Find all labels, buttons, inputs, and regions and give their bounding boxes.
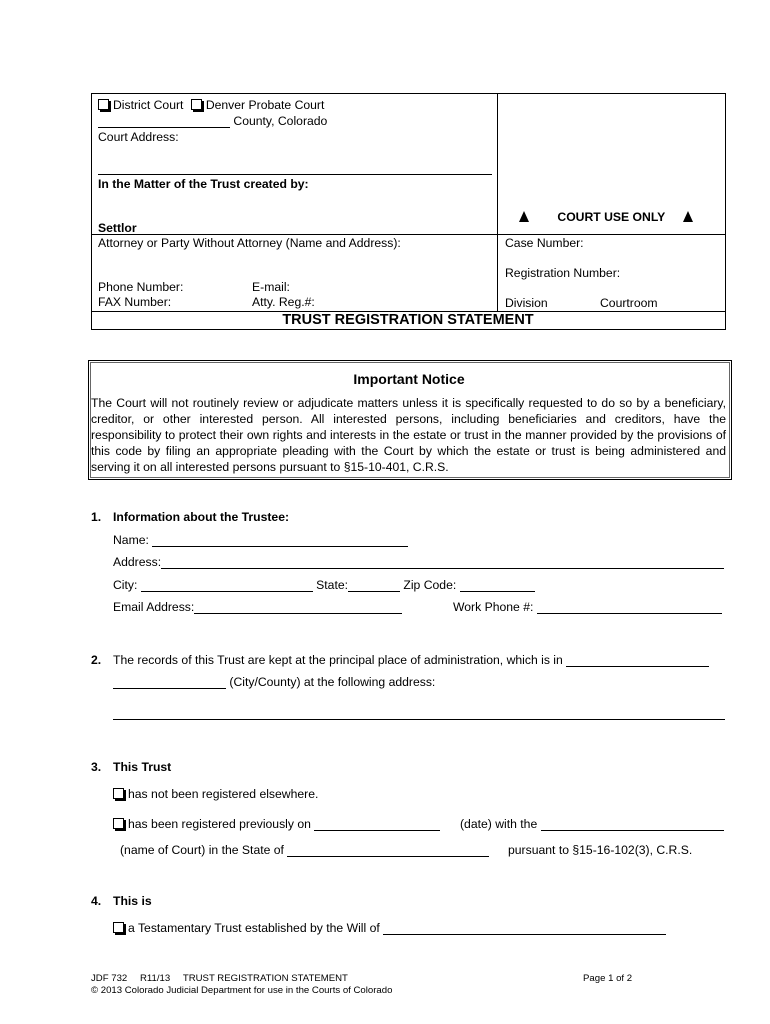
trustee-name-label: Name: bbox=[113, 533, 149, 547]
footer-form-info bbox=[91, 973, 348, 984]
atty-reg-label: Atty. Reg.#: bbox=[252, 295, 315, 309]
trustee-zip-field[interactable] bbox=[460, 579, 535, 592]
principal-place-field[interactable] bbox=[566, 654, 709, 667]
court-use-only-label: COURT USE ONLY bbox=[557, 210, 666, 224]
caption-divider bbox=[497, 93, 498, 311]
footer-copyright: © 2013 Colorado Judicial Department for use in the Courts of Colorado bbox=[91, 985, 393, 996]
county-line bbox=[98, 114, 327, 128]
city-county-field[interactable] bbox=[113, 676, 226, 689]
trustee-email-label: Email Address: bbox=[113, 600, 195, 614]
footer-form-id: JDF 732 bbox=[91, 973, 128, 984]
denver-probate-court-checkbox[interactable] bbox=[191, 99, 202, 110]
notice-heading: Important Notice bbox=[353, 371, 465, 387]
email-label: E-mail: bbox=[252, 280, 290, 294]
registration-number-label: Registration Number: bbox=[505, 266, 621, 280]
district-court-checkbox[interactable] bbox=[98, 99, 109, 110]
registered-label: has been registered previously on bbox=[128, 817, 311, 831]
section2-number: 2. bbox=[91, 653, 102, 667]
trustee-city-field[interactable] bbox=[141, 579, 313, 592]
division-label: Division bbox=[505, 296, 548, 310]
not-registered-row bbox=[113, 787, 318, 801]
trustee-work-phone-row bbox=[453, 600, 722, 614]
trustee-name-row bbox=[113, 533, 408, 547]
not-registered-label: has not been registered elsewhere. bbox=[128, 787, 319, 801]
section3-number: 3. bbox=[91, 760, 102, 774]
trustee-work-phone-field[interactable] bbox=[537, 601, 722, 614]
court-use-only-row bbox=[519, 210, 693, 224]
trustee-city-row bbox=[113, 578, 535, 592]
section1-heading: Information about the Trustee: bbox=[113, 510, 290, 524]
trustee-address-row bbox=[113, 555, 724, 569]
county-suffix: County, Colorado bbox=[233, 114, 328, 128]
notice-body: The Court will not routinely review or adjudicate matters unless it is specifically requested to do so by a beneficiary, creditor, or other interested person. All interested persons, including beneficiaries and creditors, have the responsibility to protect their own rights and interests in the estate or trust in the manner provided by the provisions of this code by filing an appropriate pleading with the Court by which the estate or trust is being administered and serving it on all interested persons pursuant to §15-10-401, C.R.S. bbox=[91, 396, 726, 474]
testamentary-row bbox=[113, 921, 666, 935]
city-county-text: (City/County) at the following address: bbox=[229, 675, 436, 689]
court-address-label: Court Address: bbox=[98, 130, 179, 144]
trustee-email-field[interactable] bbox=[194, 601, 402, 614]
footer-revision: R11/13 bbox=[139, 973, 171, 984]
trustee-work-phone-label: Work Phone #: bbox=[453, 600, 534, 614]
testamentary-label: a Testamentary Trust established by the Will of bbox=[128, 921, 380, 935]
testamentary-checkbox[interactable] bbox=[113, 922, 124, 933]
registration-date-field[interactable] bbox=[314, 818, 440, 831]
footer-page: Page 1 of 2 bbox=[583, 973, 633, 984]
section2-row2 bbox=[113, 675, 435, 689]
fax-label: FAX Number: bbox=[98, 295, 172, 309]
records-address-field[interactable] bbox=[113, 719, 725, 720]
trustee-state-label: State: bbox=[316, 578, 348, 592]
district-court-label: District Court bbox=[113, 98, 184, 112]
trustee-address-field[interactable] bbox=[161, 556, 724, 569]
trustee-zip-label: Zip Code: bbox=[403, 578, 457, 592]
up-triangle-icon bbox=[519, 211, 529, 222]
section2-row bbox=[113, 653, 709, 667]
section4-number: 4. bbox=[91, 894, 102, 908]
settlor-label: Settlor bbox=[98, 221, 137, 235]
pursuant-text: pursuant to §15-16-102(3), C.R.S. bbox=[508, 843, 693, 857]
phone-label: Phone Number: bbox=[98, 280, 184, 294]
county-field[interactable] bbox=[98, 115, 230, 128]
registered-state-field[interactable] bbox=[287, 844, 489, 857]
will-of-field[interactable] bbox=[383, 922, 666, 935]
registered-row bbox=[113, 817, 440, 831]
trustee-email-row bbox=[113, 600, 402, 614]
registered-court-field[interactable] bbox=[541, 818, 724, 831]
section1-number: 1. bbox=[91, 510, 102, 524]
state-of-row bbox=[120, 843, 489, 857]
name-of-court-text: (name of Court) in the State of bbox=[120, 843, 284, 857]
court-address-line bbox=[98, 174, 492, 175]
date-with-the-row bbox=[460, 817, 724, 831]
trustee-address-label: Address: bbox=[113, 555, 162, 569]
registered-checkbox[interactable] bbox=[113, 818, 124, 829]
section4-heading: This is bbox=[113, 894, 152, 908]
trustee-city-label: City: bbox=[113, 578, 138, 592]
trustee-state-field[interactable] bbox=[348, 579, 400, 592]
form-title: TRUST REGISTRATION STATEMENT bbox=[282, 312, 534, 328]
date-with-the-label: (date) with the bbox=[460, 817, 538, 831]
footer-form-name: TRUST REGISTRATION STATEMENT bbox=[182, 973, 348, 984]
courtroom-label: Courtroom bbox=[600, 296, 658, 310]
not-registered-checkbox[interactable] bbox=[113, 788, 124, 799]
denver-probate-court-label: Denver Probate Court bbox=[205, 98, 325, 112]
attorney-separator bbox=[91, 234, 725, 235]
up-triangle-icon bbox=[683, 211, 693, 222]
court-options bbox=[98, 98, 324, 112]
section3-heading: This Trust bbox=[113, 760, 172, 774]
matter-label: In the Matter of the Trust created by: bbox=[98, 177, 309, 191]
attorney-label: Attorney or Party Without Attorney (Name and Address): bbox=[98, 236, 401, 250]
section2-text: The records of this Trust are kept at the principal place of administration, which is in bbox=[113, 653, 563, 667]
case-number-label: Case Number: bbox=[505, 236, 584, 250]
trustee-name-field[interactable] bbox=[152, 534, 408, 547]
